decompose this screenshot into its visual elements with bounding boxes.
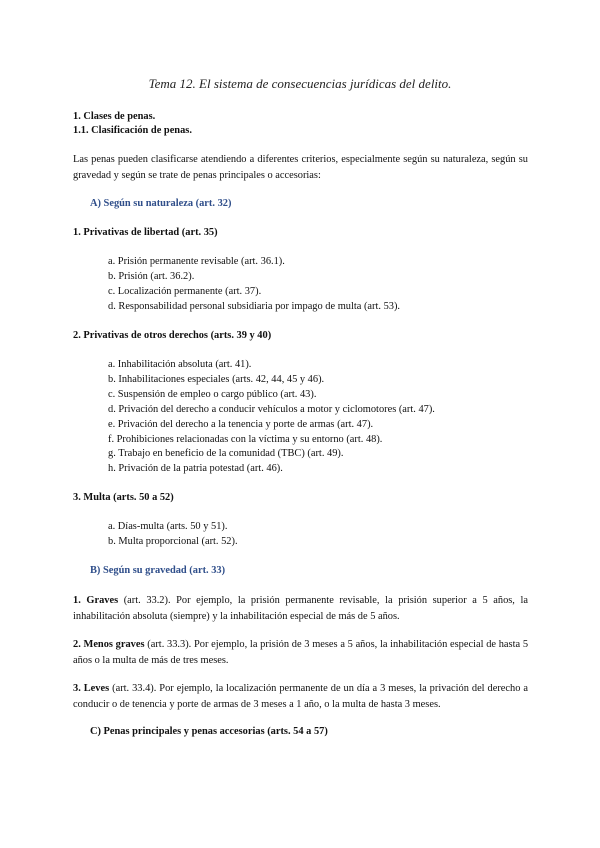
menos-graves-text: (art. 33.3). Por ejemplo, la prisión de 3 meses a 5 años, la inhabilitación especial de hasta 5 años o la multa de más de tres meses. [73, 639, 529, 666]
section-c-heading: C) Penas principales y penas accesorias (arts. 54 a 57) [90, 726, 328, 737]
menos-graves-label: 2. Menos graves [73, 639, 145, 650]
heading-1-1: 1.1. Clasificación de penas. [73, 125, 192, 136]
list-item: a. Días-multa (arts. 50 y 51). [108, 521, 228, 532]
list-item: b. Inhabilitaciones especiales (arts. 42, 44, 45 y 46). [108, 374, 325, 385]
group1-title: 1. Privativas de libertad (art. 35) [73, 227, 218, 238]
group2-title: 2. Privativas de otros derechos (arts. 39 y 40) [73, 330, 272, 341]
section-b-heading: B) Según su gravedad (art. 33) [90, 565, 226, 576]
leves-paragraph [73, 681, 528, 712]
menos-graves-paragraph [73, 637, 528, 668]
section-a-heading: A) Según su naturaleza (art. 32) [90, 198, 232, 209]
intro-paragraph: Las penas pueden clasificarse atendiendo a diferentes criterios, especialmente según su naturaleza, según su gravedad y según se trate de penas principales o accesorias: [73, 154, 528, 181]
list-item: d. Privación del derecho a conducir vehículos a motor y ciclomotores (art. 47). [108, 404, 435, 415]
list-item: c. Localización permanente (art. 37). [108, 286, 262, 297]
leves-label: 3. Leves [73, 683, 110, 694]
list-item: c. Suspensión de empleo o cargo público (art. 43). [108, 389, 317, 400]
graves-paragraph [73, 593, 528, 624]
list-item: a. Prisión permanente revisable (art. 36.1). [108, 256, 285, 267]
graves-text: (art. 33.2). Por ejemplo, la prisión permanente revisable, la prisión superior a 5 años, la inhabilitación absoluta (siempre) y la inhabilitación especial de más de 5 años. [73, 595, 528, 622]
heading-1: 1. Clases de penas. [73, 111, 156, 122]
leves-text: (art. 33.4). Por ejemplo, la localización permanente de un día a 3 meses, la privación del derecho a conducir o de tenencia y porte de armas de 3 meses a 1 año, o la multa de hasta 3 meses. [73, 683, 528, 710]
group3-title: 3. Multa (arts. 50 a 52) [73, 492, 174, 503]
list-item: g. Trabajo en beneficio de la comunidad (TBC) (art. 49). [108, 448, 344, 459]
list-item: b. Prisión (art. 36.2). [108, 271, 195, 282]
list-item: b. Multa proporcional (art. 52). [108, 536, 238, 547]
graves-label: 1. Graves [73, 595, 119, 606]
list-item: h. Privación de la patria potestad (art. 46). [108, 463, 283, 474]
list-item: d. Responsabilidad personal subsidiaria por impago de multa (art. 53). [108, 301, 401, 312]
list-item: e. Privación del derecho a la tenencia y porte de armas (art. 47). [108, 419, 374, 430]
page-title: Tema 12. El sistema de consecuencias jurídicas del delito. [148, 76, 452, 91]
list-item: a. Inhabilitación absoluta (art. 41). [108, 359, 252, 370]
list-item: f. Prohibiciones relacionadas con la víctima y su entorno (art. 48). [108, 434, 383, 445]
